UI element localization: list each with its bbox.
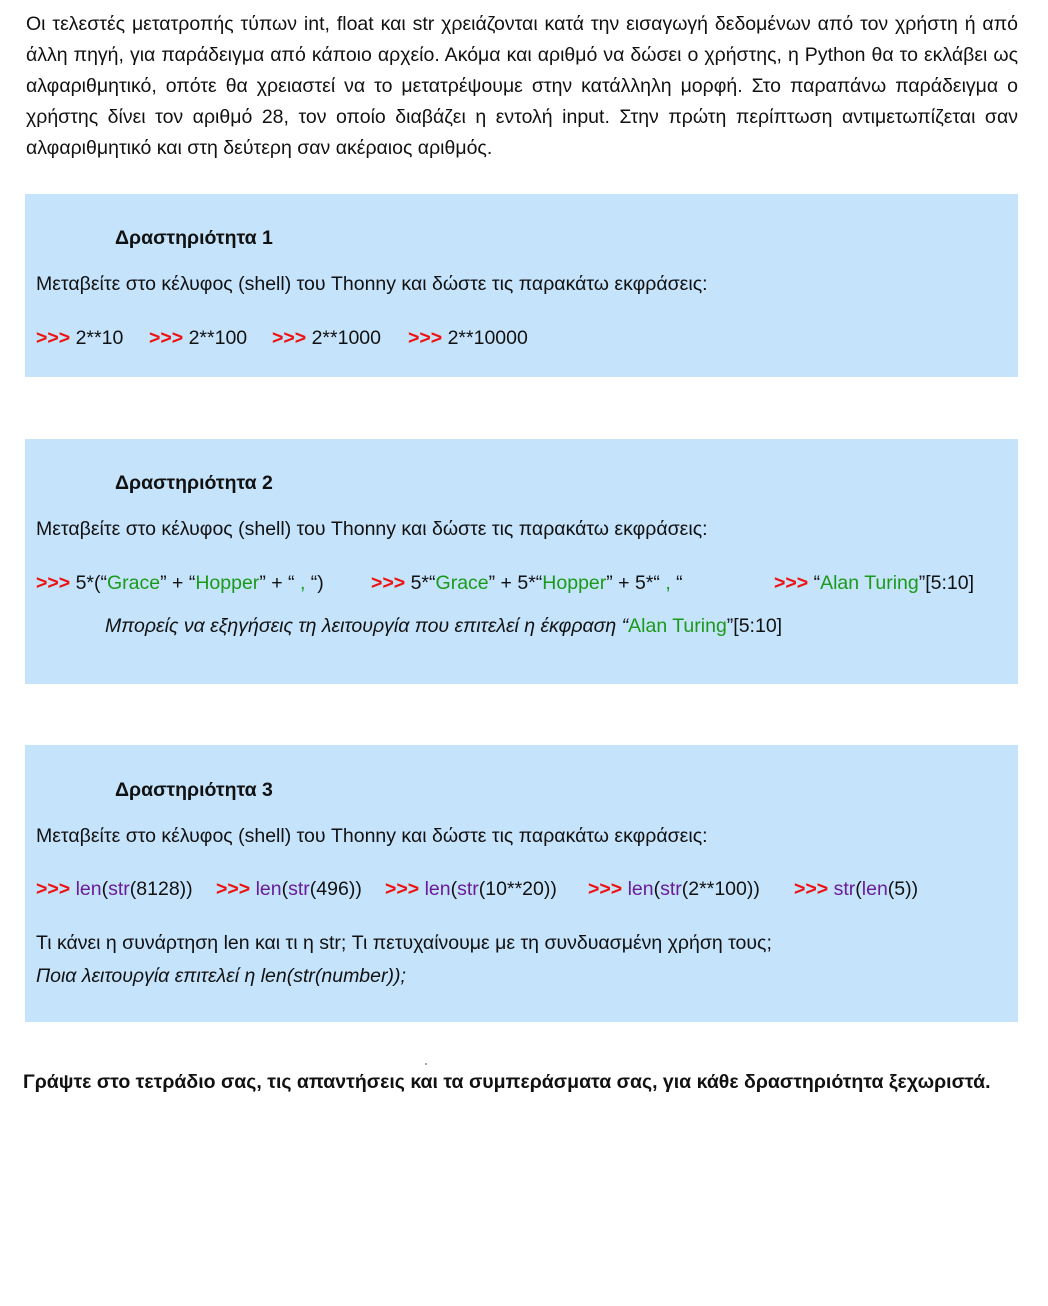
expression-4: [408, 325, 528, 351]
expression-3: [774, 570, 974, 596]
activity-2-expressions: [36, 570, 974, 596]
expression-2: [371, 570, 774, 596]
function-name: len: [75, 878, 102, 900]
code-text: “: [808, 572, 821, 594]
code-text: ” + 5*“: [488, 572, 543, 594]
string-literal: Alan Turing: [628, 615, 727, 637]
expression-text: 2**10: [70, 327, 124, 349]
code-text: (: [281, 878, 289, 900]
expression-text: 2**100: [183, 327, 248, 349]
activity-2-instruction: Μεταβείτε στο κέλυφος (shell) του Thonny και δώστε τις παρακάτω εκφράσεις:: [36, 518, 708, 540]
prompt-marker: >>>: [774, 572, 809, 594]
expression-3: [272, 325, 408, 351]
activity-3-instruction: Μεταβείτε στο κέλυφος (shell) του Thonny και δώστε τις παρακάτω εκφράσεις:: [36, 825, 708, 847]
string-literal: ,: [299, 572, 306, 594]
conclusion-text: Γράψτε στο τετράδιο σας, τις απαντήσεις και τα συμπεράσματα σας, για κάθε δραστηριότητα ξεχωριστά.: [23, 1071, 991, 1093]
activity-1-title: Δραστηριότητα 1: [115, 227, 273, 249]
code-text: (2**100)): [681, 878, 760, 900]
code-text: ”[5:10]: [726, 615, 783, 637]
code-text: ” + 5*“: [606, 572, 666, 594]
prompt-marker: >>>: [149, 327, 184, 349]
expression-2: [149, 325, 272, 351]
prompt-marker: >>>: [272, 327, 307, 349]
function-name: len: [861, 878, 888, 900]
string-literal: Alan Turing: [820, 572, 919, 594]
code-text: “): [305, 572, 324, 594]
activity-3-expressions: [36, 876, 918, 902]
code-text: (: [101, 878, 109, 900]
expression-5: [794, 876, 918, 902]
activity-1-instruction: Μεταβείτε στο κέλυφος (shell) του Thonny και δώστε τις παρακάτω εκφράσεις:: [36, 273, 708, 295]
string-literal: Hopper: [195, 572, 260, 594]
expression-1: [36, 876, 216, 902]
code-text: (10**20)): [478, 878, 557, 900]
activity-1-expressions: [36, 325, 528, 351]
activity-1-box: [25, 194, 1018, 377]
expression-text: 2**1000: [306, 327, 381, 349]
expression-3: [385, 876, 588, 902]
prompt-marker: >>>: [588, 878, 623, 900]
prompt-marker: >>>: [36, 878, 71, 900]
code-text: (: [450, 878, 458, 900]
code-text: 5*(“: [70, 572, 108, 594]
function-name: str: [108, 878, 130, 900]
prompt-marker: >>>: [385, 878, 420, 900]
string-literal: Grace: [107, 572, 161, 594]
expression-1: [36, 570, 371, 596]
string-literal: ,: [665, 572, 671, 594]
code-text: (5)): [887, 878, 919, 900]
activity-2-title: Δραστηριότητα 2: [115, 472, 273, 494]
expression-1: [36, 325, 149, 351]
activity-3-title: Δραστηριότητα 3: [115, 779, 273, 801]
prompt-marker: >>>: [216, 878, 251, 900]
function-name: str: [457, 878, 479, 900]
expression-4: [588, 876, 794, 902]
code-text: ” + “: [160, 572, 196, 594]
string-literal: Grace: [435, 572, 489, 594]
expression-text: 2**10000: [442, 327, 528, 349]
code-text: (: [855, 878, 862, 900]
function-name: str: [833, 878, 856, 900]
prompt-marker: >>>: [36, 327, 71, 349]
decorative-dot: [425, 1063, 427, 1065]
function-name: str: [288, 878, 310, 900]
string-literal: Hopper: [542, 572, 607, 594]
function-name: len: [424, 878, 451, 900]
function-name: str: [660, 878, 682, 900]
prompt-marker: >>>: [408, 327, 443, 349]
activity-2-question: [105, 613, 782, 639]
code-text: 5*“: [405, 572, 436, 594]
code-text: (: [653, 878, 661, 900]
activity-3-question-2: Ποια λειτουργία επιτελεί η len(str(number));: [36, 965, 406, 987]
function-name: len: [627, 878, 654, 900]
prompt-marker: >>>: [36, 572, 71, 594]
question-text: Μπορείς να εξηγήσεις τη λειτουργία που επιτελεί η έκφραση “: [105, 615, 629, 637]
code-text: ” + “: [259, 572, 300, 594]
function-name: len: [255, 878, 282, 900]
activity-3-box: [25, 745, 1018, 1022]
intro-paragraph: Οι τελεστές μετατροπής τύπων int, float και str χρειάζονται κατά την εισαγωγή δεδομένων από τον χρήστη ή από άλλη πηγή, για παράδειγμα από κάποιο αρχείο. Ακόμα και αριθμό να δώσει ο χρήστης, η Python θα το εκλάβει ως αλφαριθμητικό, οπότε θα χρειαστεί να το μετατρέψουμε στην κατάλληλη μορφή. Στο παραπάνω παράδειγμα ο χρήστης δίνει τον αριθμό 28, τον οποίο διαβάζει η εντολή input. Στην πρώτη περίπτωση αντιμετωπίζεται σαν αλφαριθμητικό και στη δεύτερη σαν ακέραιος αριθμός.: [26, 13, 1018, 159]
code-text: (8128)): [129, 878, 193, 900]
activity-3-question-1: Τι κάνει η συνάρτηση len και τι η str; Τι πετυχαίνουμε με τη συνδυασμένη χρήση τους;: [36, 932, 772, 954]
activity-2-box: [25, 439, 1018, 684]
prompt-marker: >>>: [794, 878, 829, 900]
code-text: (496)): [309, 878, 362, 900]
code-text: “: [670, 572, 683, 594]
prompt-marker: >>>: [371, 572, 406, 594]
expression-2: [216, 876, 385, 902]
code-text: ”[5:10]: [918, 572, 975, 594]
